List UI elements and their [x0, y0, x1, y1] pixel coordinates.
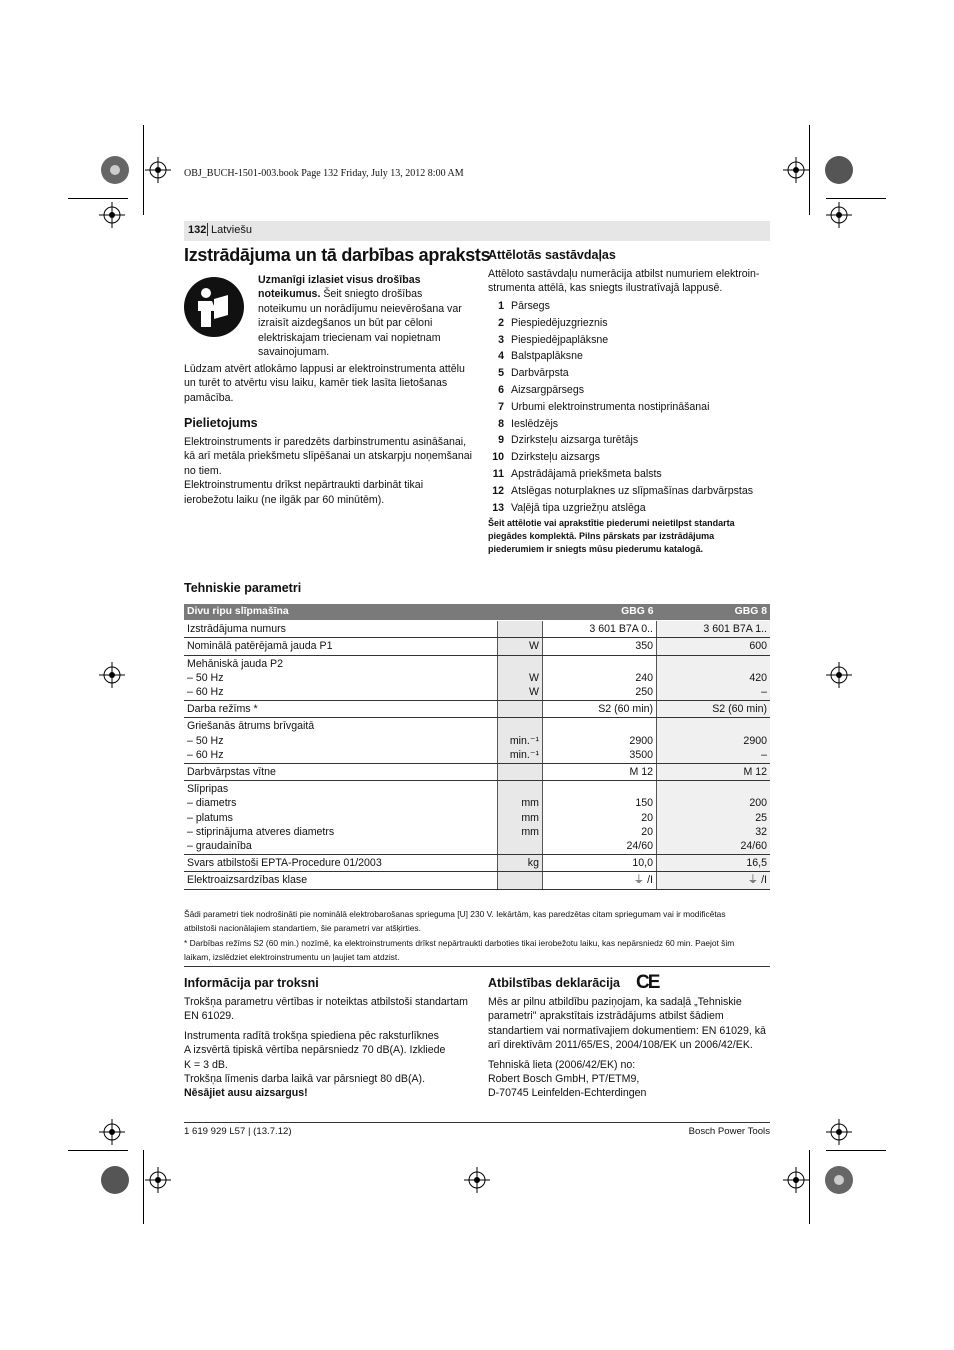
footnote-line: laikam, izslēdziet elektroinstrumentu un ļaujiet tam atdzist.	[184, 951, 400, 962]
parts-intro-line: strumenta attēlā, kas sniegts ilustratīvajā lappusē.	[488, 282, 723, 295]
header-divider	[207, 223, 208, 236]
noise-heading: Informācija par troksni	[184, 976, 319, 990]
conformity-line: Mēs ar pilnu atbildību paziņojam, ka sadaļā „Tehniskie	[488, 996, 742, 1008]
spec-unit	[498, 701, 543, 718]
conformity-file-line: Tehniskā lieta (2006/42/EK) no:	[488, 1058, 636, 1071]
crosshair-icon	[783, 157, 809, 183]
list-item	[488, 350, 773, 367]
crosshair-icon	[99, 662, 125, 688]
read-manual-icon	[184, 277, 244, 337]
part-label: Ieslēdzējs	[511, 417, 559, 430]
usage-line: Elektroinstruments ir paredzēts darbinstrumentu asināšanai,	[184, 436, 467, 448]
spec-value-gbg8: 420 –	[657, 655, 771, 701]
spec-label: Svars atbilstoši EPTA-Procedure 01/2003	[184, 855, 498, 872]
conformity-line: standartiem vai normatīvajiem dokumentiem: EN 61029, kā	[488, 1024, 766, 1037]
usage-heading: Pielietojums	[184, 416, 258, 430]
ce-mark: CE	[636, 972, 659, 993]
spec-value-gbg6: 3 601 B7A 0..	[543, 621, 657, 638]
intro-text	[184, 362, 474, 405]
part-label: Piespiedējpaplāksne	[511, 333, 609, 346]
footnote-line: * Darbības režīms S2 (60 min.) nozīmē, ka elektroinstruments drīkst nepārtraukti darboties tikai ierobežotu laiku, kas nepārsniedz 60 min. Paejot šim	[184, 938, 735, 948]
table-row	[184, 718, 770, 764]
part-label: Urbumi elektroinstrumenta nostiprināšanai	[511, 400, 710, 413]
spec-unit	[498, 764, 543, 781]
table-row	[184, 855, 770, 872]
part-number: 11	[492, 467, 504, 480]
spec-value-gbg8: 2900 –	[657, 718, 771, 764]
spec-unit: W W	[498, 655, 543, 701]
part-label: Vaļējā tipa uzgriežņu atslēga	[511, 501, 646, 514]
footnote-voltage	[184, 908, 770, 935]
intro-line: pamācība.	[184, 391, 234, 404]
conformity-file-line: Robert Bosch GmbH, PT/ETM9,	[488, 1073, 640, 1086]
table-row	[184, 638, 770, 655]
list-item	[488, 485, 773, 502]
registration-wheel-icon	[824, 155, 854, 185]
part-number: 1	[498, 300, 504, 312]
spec-label: Mehāniskā jauda P2 – 50 Hz – 60 Hz	[184, 655, 498, 701]
safety-notice-bold: Uzmanīgi izlasiet visus drošības noteikumus.	[258, 274, 421, 301]
part-number: 12	[492, 484, 504, 497]
noise-line: A izsvērtā tipiskā vērtība nepārsniedz 70 dB(A). Izkliede	[184, 1044, 446, 1057]
spec-value-gbg6: 350	[543, 638, 657, 655]
parts-intro-line: Attēloto sastāvdaļu numerācija atbilst numuriem elektroin-	[488, 268, 760, 280]
spec-value-gbg6: S2 (60 min)	[543, 701, 657, 718]
accessories-note	[488, 517, 773, 556]
crosshair-icon	[99, 1119, 125, 1145]
table-header-row	[184, 604, 770, 621]
crosshair-icon	[145, 157, 171, 183]
part-label: Atslēgas noturplaknes uz slīpmašīnas darbvārpstas	[511, 484, 754, 497]
table-row	[184, 872, 770, 889]
part-number: 10	[492, 451, 504, 464]
noise-line: K = 3 dB.	[184, 1058, 228, 1071]
spec-label: Darba režīms *	[184, 701, 498, 718]
list-item	[488, 300, 773, 317]
spec-value-gbg6: 150 20 20 24/60	[543, 781, 657, 855]
footer-doc-number: 1 619 929 L57 | (13.7.12)	[184, 1126, 292, 1137]
table-row	[184, 781, 770, 855]
list-item	[488, 502, 773, 519]
spec-unit	[498, 872, 543, 889]
part-number: 6	[498, 383, 504, 396]
table-header-unit	[498, 604, 543, 621]
parts-heading: Attēlotās sastāvdaļas	[488, 248, 616, 262]
parts-list	[488, 300, 773, 518]
spec-value-gbg8: 600	[657, 638, 771, 655]
part-label: Dzirksteļu aizsarga turētājs	[511, 434, 639, 447]
spec-label: Darbvārpstas vītne	[184, 764, 498, 781]
spec-value-gbg6: ⏚ /I	[543, 872, 657, 889]
footer-divider	[184, 1122, 770, 1123]
crosshair-icon	[145, 1167, 171, 1193]
spec-label: Elektroaizsardzības klase	[184, 872, 498, 889]
crosshair-icon	[464, 1167, 490, 1193]
part-label: Apstrādājamā priekšmeta balsts	[511, 467, 662, 480]
table-row	[184, 621, 770, 638]
crosshair-icon	[826, 202, 852, 228]
list-item	[488, 384, 773, 401]
noise-line: Trokšņa parametru vērtības ir noteiktas atbilstoši standartam	[184, 996, 468, 1008]
print-slug: OBJ_BUCH-1501-003.book Page 132 Friday, July 13, 2012 8:00 AM	[184, 168, 464, 179]
part-label: Pārsegs	[511, 300, 550, 312]
part-label: Darbvārpsta	[511, 367, 569, 380]
conformity-heading: Atbilstības deklarācija	[488, 976, 621, 990]
part-number: 8	[498, 417, 504, 430]
noise-line: Instrumenta radītā trokšņa spiediena pēc raksturlīknes	[184, 1029, 439, 1042]
usage-line: kā arī metāla priekšmetu slīpēšanai un atskarpju noņemšanai	[184, 450, 472, 463]
footnote-line: atbilstoši nacionālajiem standartiem, šie parametri var atšķirties.	[184, 922, 421, 933]
usage-line: ierobežotu laiku (ne ilgāk par 60 minūtēm).	[184, 493, 385, 506]
spec-label: Griešanās ātrums brīvgaitā – 50 Hz – 60 Hz	[184, 718, 498, 764]
spec-value-gbg8: ⏚ /I	[657, 872, 771, 889]
spec-label: Slīpripas – diametrs – platums – stiprinājuma atveres diametrs – graudainība	[184, 781, 498, 855]
spec-value-gbg8: 16,5	[657, 855, 771, 872]
part-number: 4	[498, 350, 504, 363]
spec-value-gbg8: 200 25 32 24/60	[657, 781, 771, 855]
parts-intro	[488, 267, 773, 296]
registration-wheel-icon	[824, 1165, 854, 1195]
note-line: piederumiem ir sniegts mūsu piederumu katalogā.	[488, 544, 704, 554]
usage-line: Elektroinstrumentu drīkst nepārtraukti darbināt tikai	[184, 479, 424, 492]
table-row	[184, 701, 770, 718]
part-number: 5	[498, 367, 504, 380]
spec-value-gbg8: 3 601 B7A 1..	[657, 621, 771, 638]
registration-wheel-icon	[100, 155, 130, 185]
spec-unit: kg	[498, 855, 543, 872]
list-item	[488, 434, 773, 451]
table-header-label: Divu ripu slīpmašīna	[184, 604, 498, 621]
spec-unit: mm mm mm	[498, 781, 543, 855]
intro-line: un turēt to atvērtu visu laiku, kamēr tiek lasīta lietošanas	[184, 377, 448, 390]
footer-brand: Bosch Power Tools	[688, 1126, 770, 1137]
part-number: 9	[498, 434, 504, 447]
spec-value-gbg6: 10,0	[543, 855, 657, 872]
intro-line: Lūdzam atvērt atlokāmo lappusi ar elektroinstrumenta attēlu	[184, 363, 465, 375]
table-header-model-2: GBG 8	[657, 604, 771, 621]
spec-unit	[498, 621, 543, 638]
footnote-duty	[184, 937, 770, 964]
spec-value-gbg8: M 12	[657, 764, 771, 781]
page-header	[184, 221, 770, 241]
divider	[184, 966, 770, 967]
ear-protection-warning: Nēsājiet ausu aizsargus!	[184, 1087, 308, 1100]
note-line: piegādes komplektā. Pilns pārskats par izstrādājuma	[488, 531, 715, 541]
conformity-text	[488, 995, 773, 1101]
usage-text	[184, 435, 474, 507]
conformity-line: arī direktīvām 2011/65/ES, 2004/108/EK un 2006/42/EK.	[488, 1039, 753, 1052]
table-body	[184, 621, 770, 889]
conformity-line: parametri" aprakstītais izstrādājums atbilst šādiem	[488, 1010, 724, 1023]
tech-table	[184, 604, 770, 890]
spec-label: Izstrādājuma numurs	[184, 621, 498, 638]
noise-line: EN 61029.	[184, 1010, 235, 1023]
spec-unit: min.⁻¹ min.⁻¹	[498, 718, 543, 764]
list-item	[488, 451, 773, 468]
noise-text	[184, 995, 474, 1101]
safety-notice-text: Šeit sniegto drošības noteikumu un norādījumu neievērošana var izraisīt aizdegšanos un būt par cēloni elektriskajam triecienam vai nopietnam savainojumam.	[258, 288, 462, 359]
conformity-file-line: D-70745 Leinfelden-Echterdingen	[488, 1087, 647, 1100]
page-title: Izstrādājuma un tā darbības apraksts	[184, 245, 491, 265]
crosshair-icon	[99, 202, 125, 228]
noise-line: Trokšņa līmenis darba laikā var pārsniegt 80 dB(A).	[184, 1073, 426, 1086]
part-number: 3	[498, 333, 504, 346]
page-number: 132	[188, 224, 207, 236]
footnote-line: Šādi parametri tiek nodrošināti pie nominālā elektrobarošanas sprieguma [U] 230 V. Iekārtām, kas paredzētas citam spriegumam vai ir modificētas	[184, 909, 726, 919]
table-header-model-1: GBG 6	[543, 604, 657, 621]
tech-heading: Tehniskie parametri	[184, 581, 302, 595]
note-line: Šeit attēlotie vai aprakstītie piederumi neietilpst standarta	[488, 518, 735, 528]
part-number: 7	[498, 400, 504, 413]
language-label: Latviešu	[211, 224, 252, 236]
list-item	[488, 367, 773, 384]
safety-notice	[258, 273, 468, 359]
list-item	[488, 418, 773, 435]
part-number: 13	[492, 501, 504, 514]
part-label: Dzirksteļu aizsargs	[511, 451, 600, 464]
crosshair-icon	[826, 1119, 852, 1145]
list-item	[488, 334, 773, 351]
part-label: Balstpaplāksne	[511, 350, 583, 363]
usage-line: no tiem.	[184, 464, 222, 477]
part-label: Aizsargpārsegs	[511, 383, 585, 396]
spec-value-gbg6: M 12	[543, 764, 657, 781]
spec-value-gbg6: 240 250	[543, 655, 657, 701]
list-item	[488, 401, 773, 418]
table-row	[184, 764, 770, 781]
registration-wheel-icon	[100, 1165, 130, 1195]
crosshair-icon	[826, 662, 852, 688]
spec-unit: W	[498, 638, 543, 655]
spec-label: Nominālā patērējamā jauda P1	[184, 638, 498, 655]
part-label: Piespiedējuzgrieznis	[511, 316, 608, 329]
table-row	[184, 655, 770, 701]
crosshair-icon	[783, 1167, 809, 1193]
spec-value-gbg6: 2900 3500	[543, 718, 657, 764]
list-item	[488, 468, 773, 485]
list-item	[488, 317, 773, 334]
part-number: 2	[498, 316, 504, 329]
spec-value-gbg8: S2 (60 min)	[657, 701, 771, 718]
